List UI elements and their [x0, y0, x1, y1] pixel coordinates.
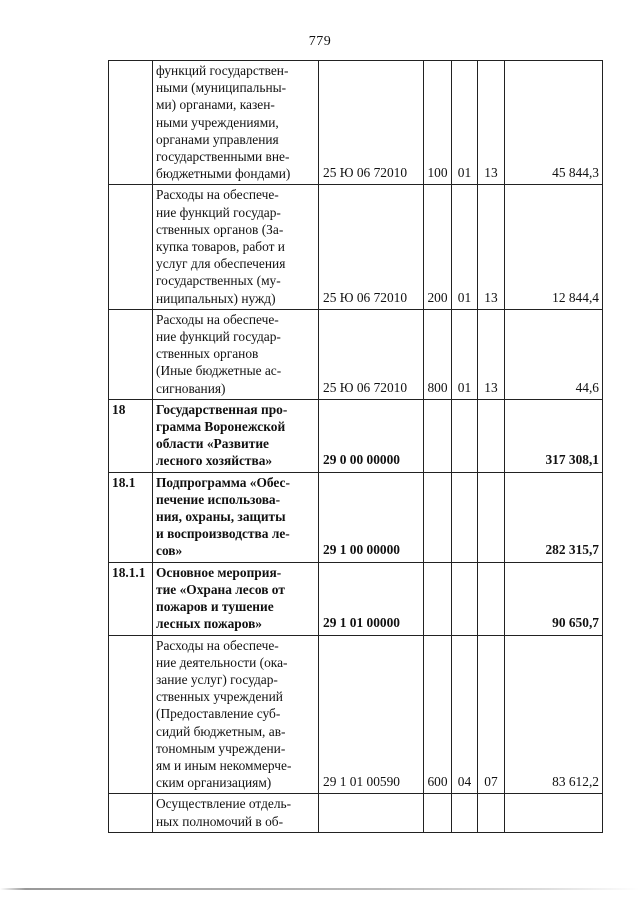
- row-pr-cell: [478, 472, 505, 562]
- row-name-line: тие «Охрана лесов от: [156, 581, 285, 597]
- row-code-cell: 29 0 00 00000: [319, 399, 424, 472]
- row-name-line: тономным учреждени-: [156, 740, 286, 756]
- row-code-cell: 29 1 00 00000: [319, 472, 424, 562]
- row-pr-cell: 13: [478, 309, 505, 399]
- row-name-cell: [153, 399, 319, 472]
- row-name-cell: [153, 635, 319, 794]
- row-rz-cell: [452, 472, 478, 562]
- row-name-line: ственных учреждений: [156, 689, 283, 705]
- row-sum-cell: 12 844,4: [505, 185, 603, 309]
- row-name-line: Расходы на обеспече-: [156, 637, 279, 653]
- row-name-line: Государственная про-: [156, 401, 288, 417]
- row-vr-cell: [424, 794, 452, 832]
- row-name-line: лесных пожаров»: [156, 616, 262, 632]
- row-name-line: ными учреждениями,: [156, 114, 279, 130]
- row-name-line: государственных (му-: [156, 273, 281, 289]
- row-name-line: Осуществление отдель-: [156, 796, 292, 812]
- row-name-line: Расходы на обеспече-: [156, 311, 279, 327]
- row-name-line: ными (муниципальны-: [156, 80, 287, 96]
- row-name-line: Расходы на обеспече-: [156, 187, 279, 203]
- row-pr-cell: 07: [478, 635, 505, 794]
- table-row: [109, 185, 603, 309]
- row-vr-cell: 100: [424, 61, 452, 185]
- row-name-cell: [153, 61, 319, 185]
- row-name-line: бюджетными фондами): [156, 166, 291, 182]
- row-code-cell: 25 Ю 06 72010: [319, 309, 424, 399]
- row-number-cell: 18: [109, 399, 153, 472]
- row-rz-cell: [452, 794, 478, 832]
- row-name-line: Основное мероприя-: [156, 564, 282, 580]
- page-number: 779: [308, 34, 332, 49]
- row-vr-cell: [424, 399, 452, 472]
- row-name-line: (Иные бюджетные ас-: [156, 363, 282, 379]
- row-rz-cell: [452, 562, 478, 635]
- row-number-cell: [109, 309, 153, 399]
- row-name-line: функций государствен-: [156, 63, 289, 78]
- row-name-line: ние деятельности (ока-: [156, 654, 288, 670]
- row-pr-cell: [478, 794, 505, 832]
- row-name-cell: [153, 472, 319, 562]
- row-rz-cell: 01: [452, 61, 478, 185]
- row-vr-cell: [424, 472, 452, 562]
- row-code-cell: 29 1 01 00590: [319, 635, 424, 794]
- row-sum-cell: [505, 794, 603, 832]
- table-row: [109, 61, 603, 185]
- row-name-line: ния, охраны, защиты: [156, 509, 286, 525]
- row-name-cell: [153, 309, 319, 399]
- row-name-line: сидий бюджетным, ав-: [156, 723, 286, 739]
- table-row: [109, 309, 603, 399]
- row-number-cell: 18.1: [109, 472, 153, 562]
- row-number-cell: 18.1.1: [109, 562, 153, 635]
- row-code-cell: 25 Ю 06 72010: [319, 61, 424, 185]
- row-name-line: ми) органами, казен-: [156, 97, 275, 113]
- row-vr-cell: 600: [424, 635, 452, 794]
- row-name-line: и воспроизводства ле-: [156, 526, 290, 542]
- row-code-cell: 25 Ю 06 72010: [319, 185, 424, 309]
- row-pr-cell: 13: [478, 185, 505, 309]
- row-sum-cell: 317 308,1: [505, 399, 603, 472]
- row-pr-cell: [478, 399, 505, 472]
- row-name-line: печение использова-: [156, 491, 281, 507]
- row-name-line: грамма Воронежской: [156, 419, 286, 435]
- row-name-line: органами управления: [156, 131, 279, 147]
- row-pr-cell: [478, 562, 505, 635]
- row-name-line: ям и иным некоммерче-: [156, 757, 292, 773]
- row-rz-cell: 01: [452, 185, 478, 309]
- row-name-line: ниципальных) нужд): [156, 290, 276, 306]
- row-rz-cell: [452, 399, 478, 472]
- row-vr-cell: 200: [424, 185, 452, 309]
- row-name-line: лесного хозяйства»: [156, 453, 273, 469]
- row-number-cell: [109, 635, 153, 794]
- row-vr-cell: [424, 562, 452, 635]
- row-name-cell: [153, 185, 319, 309]
- budget-table-body: [109, 61, 603, 833]
- row-sum-cell: 45 844,3: [505, 61, 603, 185]
- row-name-line: зание услуг) государ-: [156, 671, 278, 687]
- row-vr-cell: 800: [424, 309, 452, 399]
- budget-table: [108, 60, 603, 833]
- row-sum-cell: 90 650,7: [505, 562, 603, 635]
- row-name-line: ственных органов: [156, 346, 259, 362]
- row-name-line: ние функций государ-: [156, 204, 281, 220]
- row-code-cell: 29 1 01 00000: [319, 562, 424, 635]
- row-pr-cell: 13: [478, 61, 505, 185]
- row-sum-cell: 83 612,2: [505, 635, 603, 794]
- row-number-cell: [109, 185, 153, 309]
- table-row: [109, 399, 603, 472]
- row-number-cell: [109, 794, 153, 832]
- row-name-line: пожаров и тушение: [156, 599, 274, 615]
- table-row: [109, 635, 603, 794]
- row-name-line: сигнования): [156, 380, 226, 396]
- row-number-cell: [109, 61, 153, 185]
- row-name-line: области «Развитие: [156, 436, 269, 452]
- row-name-line: ственных органов (За-: [156, 221, 284, 237]
- bottom-rule: [0, 888, 640, 890]
- row-name-line: ние функций государ-: [156, 329, 281, 345]
- row-name-cell: [153, 794, 319, 832]
- row-sum-cell: 282 315,7: [505, 472, 603, 562]
- row-name-line: сов»: [156, 543, 183, 559]
- row-name-cell: [153, 562, 319, 635]
- row-rz-cell: 01: [452, 309, 478, 399]
- row-name-line: Подпрограмма «Обес-: [156, 474, 290, 490]
- row-code-cell: [319, 794, 424, 832]
- row-name-line: услуг для обеспечения: [156, 256, 286, 272]
- table-row: [109, 472, 603, 562]
- row-name-line: ским организациям): [156, 775, 272, 791]
- row-sum-cell: 44,6: [505, 309, 603, 399]
- table-row: [109, 794, 603, 832]
- table-row: [109, 562, 603, 635]
- row-name-line: купка товаров, работ и: [156, 239, 285, 255]
- row-name-line: государственными вне-: [156, 149, 290, 165]
- row-name-line: (Предоставление суб-: [156, 706, 281, 722]
- row-name-line: ных полномочий в об-: [156, 813, 284, 829]
- row-rz-cell: 04: [452, 635, 478, 794]
